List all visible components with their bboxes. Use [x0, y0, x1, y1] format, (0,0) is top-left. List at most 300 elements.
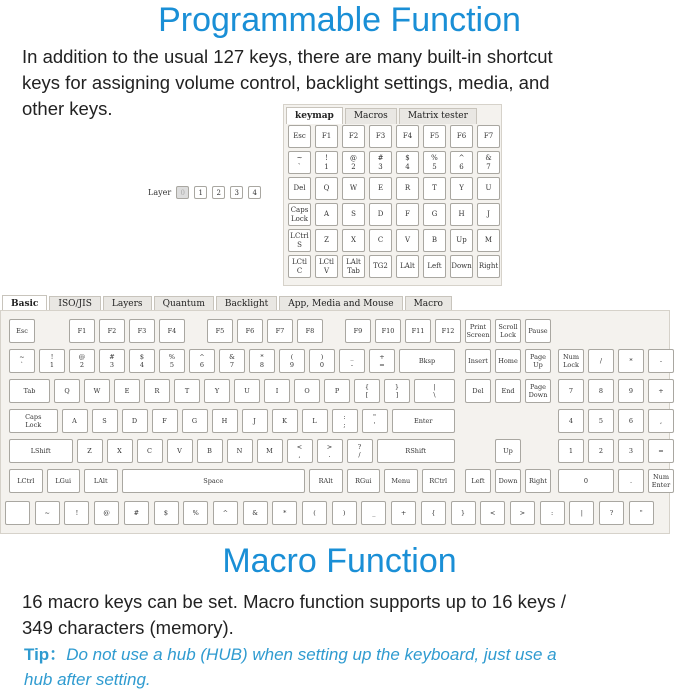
key-f4[interactable] — [159, 319, 185, 343]
layer-button-2[interactable]: 2 — [212, 186, 225, 199]
key-tg2[interactable] — [369, 255, 392, 278]
key-caps-lock[interactable] — [9, 409, 58, 433]
key-label: | — [433, 383, 436, 391]
key-lalt[interactable] — [396, 255, 419, 278]
key-f1[interactable] — [69, 319, 95, 343]
key-label: 4 — [139, 361, 145, 369]
key-symbol[interactable] — [510, 501, 535, 525]
key-label: < — [296, 443, 303, 451]
key-c[interactable] — [369, 229, 392, 252]
key-caps-lock[interactable] — [288, 203, 311, 226]
key-symbol[interactable] — [332, 409, 358, 433]
key-0[interactable] — [558, 469, 614, 493]
key-label: S — [102, 417, 107, 425]
key-lctl-v[interactable] — [315, 255, 338, 278]
key-label: ( — [313, 509, 316, 517]
key-label: ! — [75, 509, 79, 517]
key-label: ^ — [199, 353, 205, 361]
key-label: RCtrl — [429, 477, 448, 485]
description-line: 16 macro keys can be set. Macro function supports up to 16 keys / — [22, 591, 566, 612]
key-t[interactable] — [174, 379, 200, 403]
layer-button-0[interactable]: 0 — [176, 186, 189, 199]
key-lalt[interactable] — [84, 469, 118, 493]
key-label: @ — [350, 153, 357, 162]
key-down[interactable] — [450, 255, 473, 278]
key-symbol[interactable] — [64, 501, 89, 525]
key-label: Pause — [528, 327, 548, 335]
key-f5[interactable] — [423, 125, 446, 148]
key-label: @ — [78, 353, 86, 361]
key-g[interactable] — [182, 409, 208, 433]
key-3[interactable] — [618, 439, 644, 463]
key-h[interactable] — [212, 409, 238, 433]
key-2[interactable] — [69, 349, 95, 373]
key-symbol[interactable] — [648, 379, 674, 403]
key-label: E — [124, 387, 130, 395]
key-w[interactable] — [342, 177, 365, 200]
key-d[interactable] — [122, 409, 148, 433]
key-symbol[interactable] — [288, 151, 311, 174]
key-label: Esc — [16, 327, 28, 335]
key-label: Right — [529, 477, 547, 485]
key-label: N — [236, 447, 243, 455]
key-label: F6 — [245, 327, 255, 335]
key-label: Y — [459, 184, 464, 192]
key-right[interactable] — [477, 255, 500, 278]
key-7[interactable] — [558, 379, 584, 403]
description-line: other keys. — [22, 98, 113, 119]
key-g[interactable] — [423, 203, 446, 226]
key-7[interactable] — [477, 151, 500, 174]
key-label: 7 — [568, 387, 574, 395]
key-label: $ — [139, 353, 145, 361]
key-5[interactable] — [588, 409, 614, 433]
key-label: 3 — [109, 361, 115, 369]
key-x[interactable] — [107, 439, 133, 463]
key-symbol[interactable] — [599, 501, 624, 525]
tab-macros[interactable]: Macros — [345, 108, 397, 124]
key-symbol[interactable] — [540, 501, 565, 525]
key-4[interactable] — [396, 151, 419, 174]
key-f3[interactable] — [129, 319, 155, 343]
key-label: S — [351, 210, 356, 218]
key-9[interactable] — [279, 349, 305, 373]
layer-button-4[interactable]: 4 — [248, 186, 261, 199]
keymap-panel — [283, 104, 502, 286]
key-label: B — [431, 236, 438, 244]
key-label: > — [519, 509, 526, 517]
key-symbol[interactable] — [317, 439, 343, 463]
key-num-lock[interactable] — [558, 349, 584, 373]
key-r[interactable] — [144, 379, 170, 403]
key-label: = — [658, 447, 664, 455]
key-label: V — [177, 447, 182, 455]
key-label: [ — [365, 391, 369, 399]
key-label: 3 — [628, 447, 634, 455]
key-label: F4 — [402, 132, 413, 140]
key-label: V — [404, 236, 411, 244]
key-symbol[interactable] — [332, 501, 357, 525]
key-del[interactable] — [465, 379, 491, 403]
key-label: R — [154, 387, 160, 395]
key-p[interactable] — [324, 379, 350, 403]
keymap-tabs — [286, 107, 479, 124]
key-menu[interactable] — [384, 469, 418, 493]
key-7[interactable] — [219, 349, 245, 373]
key-symbol[interactable] — [569, 501, 594, 525]
key-f4[interactable] — [396, 125, 419, 148]
key-esc[interactable] — [288, 125, 311, 148]
key-label: J — [487, 210, 490, 218]
key-f7[interactable] — [477, 125, 500, 148]
key-m[interactable] — [477, 229, 500, 252]
key-label: * — [260, 353, 264, 361]
key-label: 6 — [199, 361, 205, 369]
key-label: L — [312, 417, 317, 425]
key-symbol[interactable] — [629, 501, 654, 525]
key-k[interactable] — [272, 409, 298, 433]
key-symbol[interactable] — [648, 349, 674, 373]
key-space[interactable] — [122, 469, 306, 493]
key-f8[interactable] — [297, 319, 323, 343]
key-q[interactable] — [54, 379, 80, 403]
key-label: ' — [373, 421, 376, 429]
key-label: Q — [64, 387, 70, 395]
key-symbol[interactable] — [648, 439, 674, 463]
key-symbol[interactable] — [421, 501, 446, 525]
key-j[interactable] — [477, 203, 500, 226]
key-up[interactable] — [450, 229, 473, 252]
key-v[interactable] — [396, 229, 419, 252]
key-n[interactable] — [227, 439, 253, 463]
key-print-screen[interactable] — [465, 319, 491, 343]
tab-backlight[interactable]: Backlight — [216, 296, 277, 312]
key-t[interactable] — [423, 177, 446, 200]
key-6[interactable] — [189, 349, 215, 373]
key-insert[interactable] — [465, 349, 491, 373]
key-e[interactable] — [369, 177, 392, 200]
key-b[interactable] — [423, 229, 446, 252]
key-label: 6 — [628, 417, 634, 425]
key-label: 4 — [568, 417, 574, 425]
key-label: F4 — [167, 327, 177, 335]
key-lshift[interactable] — [9, 439, 73, 463]
key-4[interactable] — [129, 349, 155, 373]
key-symbol[interactable] — [384, 379, 410, 403]
key-5[interactable] — [423, 151, 446, 174]
key-label: Num — [652, 473, 670, 481]
key-6[interactable] — [450, 151, 473, 174]
key-label: / — [358, 451, 361, 459]
key-label: ? — [357, 443, 362, 451]
key-symbol[interactable] — [183, 501, 208, 525]
key-label: Caps — [290, 205, 309, 214]
key-label: I — [275, 387, 279, 395]
tab-keymap[interactable]: keymap — [286, 107, 343, 124]
key-label: Print — [469, 323, 487, 331]
key-b[interactable] — [197, 439, 223, 463]
key-label: ~ — [296, 153, 303, 162]
key-rctrl[interactable] — [422, 469, 456, 493]
layer-button-3[interactable]: 3 — [230, 186, 243, 199]
key-symbol[interactable] — [618, 469, 644, 493]
key-label: End — [501, 387, 515, 395]
key-label: C — [377, 236, 384, 244]
key-label: U — [244, 387, 250, 395]
key-label: D — [377, 210, 384, 218]
key-label: Lock — [563, 361, 579, 369]
key-label: _ — [350, 353, 354, 361]
key-label: E — [377, 184, 384, 192]
key-2[interactable] — [342, 151, 365, 174]
key-symbol[interactable] — [362, 409, 388, 433]
key-label: { — [431, 509, 436, 517]
key-3[interactable] — [369, 151, 392, 174]
key-symbol[interactable] — [414, 379, 455, 403]
key-label: " — [373, 413, 376, 421]
key-label: LCtrl — [290, 231, 309, 240]
key-label: ! — [50, 353, 54, 361]
key-label: Up — [533, 361, 543, 369]
key-lgui[interactable] — [47, 469, 81, 493]
key-u[interactable] — [234, 379, 260, 403]
key-f[interactable] — [396, 203, 419, 226]
key-page-up[interactable] — [525, 349, 551, 373]
key-label: F3 — [137, 327, 147, 335]
key-label: Lock — [290, 214, 309, 223]
key-0[interactable] — [309, 349, 335, 373]
key-f12[interactable] — [435, 319, 461, 343]
key-label: , — [298, 451, 301, 459]
key-blank[interactable] — [5, 501, 30, 525]
key-symbol[interactable] — [213, 501, 238, 525]
key-label: D — [131, 417, 138, 425]
tab-macro[interactable]: Macro — [405, 296, 452, 312]
key-5[interactable] — [159, 349, 185, 373]
key-label: LGui — [55, 477, 72, 485]
key-label: A — [72, 417, 77, 425]
key-symbol[interactable] — [339, 349, 365, 373]
key-label: X — [117, 447, 122, 455]
key-z[interactable] — [77, 439, 103, 463]
key-o[interactable] — [294, 379, 320, 403]
key-label: * — [629, 357, 633, 365]
key-1[interactable] — [39, 349, 65, 373]
key-symbol[interactable] — [272, 501, 297, 525]
key-label: 1 — [324, 162, 329, 171]
key-a[interactable] — [315, 203, 338, 226]
key-tab[interactable] — [9, 379, 50, 403]
key-label: ( — [290, 353, 294, 361]
key-lalt-tab[interactable] — [342, 255, 365, 278]
key-left[interactable] — [423, 255, 446, 278]
key-bksp[interactable] — [399, 349, 455, 373]
key-label: F1 — [77, 327, 87, 335]
key-s[interactable] — [92, 409, 118, 433]
key-symbol[interactable] — [588, 349, 614, 373]
key-scroll-lock[interactable] — [495, 319, 521, 343]
key-q[interactable] — [315, 177, 338, 200]
key-y[interactable] — [204, 379, 230, 403]
key-label: Del — [472, 387, 484, 395]
key-symbol[interactable] — [648, 409, 674, 433]
key-label: : — [343, 413, 346, 421]
key-rshift[interactable] — [377, 439, 456, 463]
key-lctl-c[interactable] — [288, 255, 311, 278]
key-2[interactable] — [588, 439, 614, 463]
key-label: Y — [214, 387, 220, 395]
key-a[interactable] — [62, 409, 88, 433]
key-symbol[interactable] — [480, 501, 505, 525]
description-line: keys for assigning volume control, backlight settings, media, and — [22, 72, 550, 93]
key-lctrl[interactable] — [9, 469, 43, 493]
key-y[interactable] — [450, 177, 473, 200]
key-label: Caps — [25, 413, 42, 421]
key-symbol[interactable] — [154, 501, 179, 525]
key-v[interactable] — [167, 439, 193, 463]
key-right[interactable] — [525, 469, 551, 493]
key-f9[interactable] — [345, 319, 371, 343]
tab-matrix-tester[interactable]: Matrix tester — [399, 108, 477, 124]
key-8[interactable] — [588, 379, 614, 403]
key-1[interactable] — [558, 439, 584, 463]
tab-basic[interactable]: Basic — [2, 295, 47, 312]
key-f1[interactable] — [315, 125, 338, 148]
key-symbol[interactable] — [361, 501, 386, 525]
tab-layers[interactable]: Layers — [103, 296, 152, 312]
key-label: F2 — [348, 132, 359, 140]
key-symbol[interactable] — [243, 501, 268, 525]
key-label: RShift — [405, 447, 427, 455]
key-f10[interactable] — [375, 319, 401, 343]
key-symbol[interactable] — [451, 501, 476, 525]
key-end[interactable] — [495, 379, 521, 403]
key-c[interactable] — [137, 439, 163, 463]
key-f2[interactable] — [342, 125, 365, 148]
key-label: 7 — [229, 361, 235, 369]
key-symbol[interactable] — [94, 501, 119, 525]
key-symbol[interactable] — [287, 439, 313, 463]
key-d[interactable] — [369, 203, 392, 226]
key-label: @ — [103, 509, 110, 517]
key-label: G — [191, 417, 198, 425]
key-label: - — [350, 361, 354, 369]
key-f6[interactable] — [450, 125, 473, 148]
key-label: # — [109, 353, 115, 361]
key-f11[interactable] — [405, 319, 431, 343]
key-label: F10 — [381, 327, 395, 335]
key-label: Page — [530, 383, 546, 391]
key-label: 2 — [351, 162, 356, 171]
key-label: _ — [372, 509, 376, 517]
key-r[interactable] — [396, 177, 419, 200]
key-e[interactable] — [114, 379, 140, 403]
key-symbol[interactable] — [369, 349, 395, 373]
key-label: Down — [528, 391, 548, 399]
key-f[interactable] — [152, 409, 178, 433]
tab-quantum[interactable]: Quantum — [154, 296, 214, 312]
key-z[interactable] — [315, 229, 338, 252]
key-symbol[interactable] — [354, 379, 380, 403]
key-num-enter[interactable] — [648, 469, 674, 493]
key-w[interactable] — [84, 379, 110, 403]
key-label: ^ — [222, 509, 229, 517]
key-f7[interactable] — [267, 319, 293, 343]
key-s[interactable] — [342, 203, 365, 226]
key-rgui[interactable] — [347, 469, 381, 493]
key-down[interactable] — [495, 469, 521, 493]
key-del[interactable] — [288, 177, 311, 200]
key-i[interactable] — [264, 379, 290, 403]
key-lctrl-s[interactable] — [288, 229, 311, 252]
key-label: LCtl — [291, 257, 308, 266]
key-m[interactable] — [257, 439, 283, 463]
key-8[interactable] — [249, 349, 275, 373]
key-x[interactable] — [342, 229, 365, 252]
key-label: ^ — [458, 153, 465, 162]
key-label: 2 — [598, 447, 604, 455]
key-label: + — [658, 387, 664, 395]
key-label: Enter — [414, 417, 433, 425]
key-label: Down — [498, 477, 518, 485]
key-h[interactable] — [450, 203, 473, 226]
key-label: " — [639, 509, 643, 517]
key-3[interactable] — [99, 349, 125, 373]
key-label: Space — [203, 477, 224, 485]
key-home[interactable] — [495, 349, 521, 373]
key-label: Insert — [468, 357, 488, 365]
key-1[interactable] — [315, 151, 338, 174]
key-label: G — [431, 210, 438, 218]
key-label: % — [168, 353, 176, 361]
key-esc[interactable] — [9, 319, 35, 343]
key-symbol[interactable] — [618, 349, 644, 373]
key-page-down[interactable] — [525, 379, 551, 403]
key-symbol[interactable] — [347, 439, 373, 463]
key-symbol[interactable] — [35, 501, 60, 525]
key-symbol[interactable] — [391, 501, 416, 525]
tab-app-media-and-mouse[interactable]: App, Media and Mouse — [279, 296, 402, 312]
key-symbol[interactable] — [302, 501, 327, 525]
key-label: % — [192, 509, 199, 517]
key-f2[interactable] — [99, 319, 125, 343]
key-left[interactable] — [465, 469, 491, 493]
key-label: LAlt — [400, 262, 415, 270]
key-j[interactable] — [242, 409, 268, 433]
key-f6[interactable] — [237, 319, 263, 343]
key-f5[interactable] — [207, 319, 233, 343]
key-symbol[interactable] — [124, 501, 149, 525]
key-symbol[interactable] — [9, 349, 35, 373]
key-4[interactable] — [558, 409, 584, 433]
key-9[interactable] — [618, 379, 644, 403]
key-label: Down — [451, 262, 472, 270]
key-u[interactable] — [477, 177, 500, 200]
layer-button-1[interactable]: 1 — [194, 186, 207, 199]
key-label: Esc — [293, 132, 306, 140]
key-l[interactable] — [302, 409, 328, 433]
key-f3[interactable] — [369, 125, 392, 148]
key-label: U — [485, 184, 492, 192]
key-pause[interactable] — [525, 319, 551, 343]
key-6[interactable] — [618, 409, 644, 433]
key-label: ) — [342, 509, 346, 517]
tab-iso-jis[interactable]: ISO/JIS — [49, 296, 100, 312]
key-ralt[interactable] — [309, 469, 343, 493]
key-label: < — [489, 509, 496, 517]
key-enter[interactable] — [392, 409, 456, 433]
key-up[interactable] — [495, 439, 521, 463]
